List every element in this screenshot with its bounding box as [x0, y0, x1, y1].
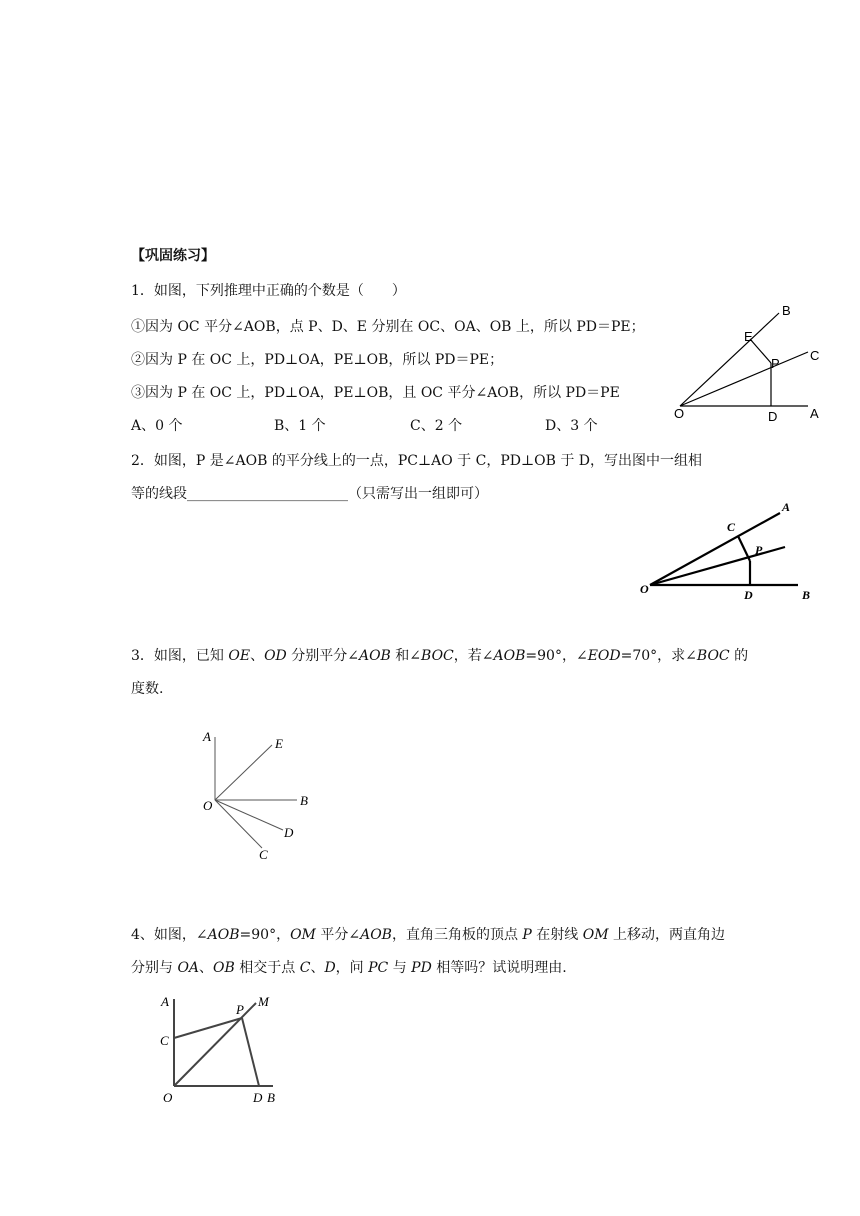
- q3-oe: OE: [228, 648, 251, 664]
- q2-line-2-prefix: 等的线段: [131, 486, 187, 502]
- q3-label-b: B: [300, 793, 308, 808]
- q4-l2d: 、: [310, 960, 325, 976]
- q3-t2: 分别平分∠: [286, 648, 359, 664]
- q4-label-m: M: [258, 994, 269, 1009]
- q4-line-2: [131, 958, 567, 978]
- q1-figure: [660, 295, 830, 430]
- q1-option-b: B、1 个: [274, 418, 326, 434]
- q3-aob: AOB: [358, 648, 391, 664]
- q1-statement-3: ③因为 P 在 OC 上，PD⊥OA，PE⊥OB，且 OC 平分∠AOB，所以 PD＝PE: [131, 385, 620, 401]
- q1-statement-1: ①因为 OC 平分∠AOB，点 P、D、E 分别在 OC、OA、OB 上，所以 PD＝PE；: [131, 319, 645, 335]
- q4-label-p: P: [236, 1002, 244, 1017]
- q1-statement-2: ②因为 P 在 OC 上，PD⊥OA，PE⊥OB，所以 PD＝PE；: [131, 352, 504, 368]
- q3-ray-oc: [215, 800, 262, 848]
- q4-l2c: 相交于点: [234, 960, 300, 976]
- q1-label-c: C: [810, 348, 820, 363]
- q2-line-2-suffix: （只需写出一组即可）: [348, 486, 488, 502]
- q3-aob-eq: AOB: [493, 648, 526, 664]
- q2-figure: [630, 495, 830, 605]
- q1-label-e: E: [744, 329, 753, 344]
- q1-ray-oc: [680, 352, 808, 406]
- q4-c: C: [299, 960, 311, 976]
- q4-l2a: 分别与: [131, 960, 178, 976]
- q4-om-2: OM: [582, 927, 609, 943]
- q4-label-d: D: [253, 1090, 263, 1105]
- q4-label-a: A: [161, 994, 169, 1009]
- q1-stem: 1．如图，下列推理中正确的个数是（ ）: [131, 283, 406, 299]
- q2-line-2: [131, 484, 488, 504]
- q4-label-o: O: [163, 1090, 173, 1105]
- q1-label-d: D: [768, 409, 778, 424]
- q4-d: D: [324, 960, 336, 976]
- q3-eod-eq: EOD: [587, 648, 621, 664]
- q3-label-d: D: [284, 825, 294, 840]
- q1-label-p: P: [771, 356, 780, 371]
- q4-aob: AOB: [207, 927, 240, 943]
- q4-oa: OA: [177, 960, 200, 976]
- q4-label-b: B: [267, 1090, 275, 1105]
- q4-figure: [150, 990, 290, 1110]
- q3-t5: =90°，∠: [525, 648, 588, 664]
- q3-line-2: 度数.: [131, 681, 164, 697]
- q3-t4: ，若∠: [453, 648, 494, 664]
- q2-segment-pc: [738, 536, 750, 561]
- q4-p: P: [522, 927, 532, 943]
- q2-line-1: 2．如图，P 是∠AOB 的平分线上的一点，PC⊥AO 于 C，PD⊥OB 于 D，写出图中一组相: [131, 453, 703, 469]
- q4-pc: PC: [368, 960, 389, 976]
- q4-t4: ，直角三角板的顶点: [391, 927, 523, 943]
- q1-option-c: C、2 个: [410, 418, 463, 434]
- q3-t3: 和∠: [390, 648, 422, 664]
- q3-label-a: A: [203, 729, 211, 744]
- q1-option-a: A、0 个: [131, 418, 183, 434]
- q4-om: OM: [290, 927, 316, 943]
- q3-sep: 、: [250, 648, 265, 664]
- q3-t7: 的: [729, 648, 749, 664]
- q3-boc-q: BOC: [696, 648, 730, 664]
- q1-label-o: O: [674, 406, 685, 421]
- q3-line-1: [131, 646, 748, 666]
- q4-line-1: [131, 925, 725, 945]
- q3-t6: =70°，求∠: [620, 648, 697, 664]
- q1-label-b: B: [782, 303, 791, 318]
- section-title: 【巩固练习】: [131, 248, 215, 264]
- q4-t2: =90°，: [239, 927, 291, 943]
- q3-boc: BOC: [421, 648, 454, 664]
- q3-ray-oe: [215, 745, 272, 800]
- q2-ray-bisector: [650, 547, 785, 585]
- q2-label-b: B: [802, 588, 811, 602]
- q4-pd: PD: [411, 960, 432, 976]
- q4-ob: OB: [213, 960, 235, 976]
- q4-t5: 在射线: [531, 927, 583, 943]
- q4-aob-2: AOB: [360, 927, 392, 943]
- q4-t6: 上移动，两直角边: [608, 927, 726, 943]
- q2-label-c: C: [727, 520, 736, 534]
- q3-ray-od: [215, 800, 283, 830]
- q2-label-o: O: [640, 582, 649, 596]
- q4-l2g: 相等吗？试说明理由.: [431, 960, 567, 976]
- q4-t1: 4、如图，∠: [131, 927, 208, 943]
- q3-od: OD: [264, 648, 287, 664]
- q2-label-d: D: [744, 588, 753, 602]
- q4-l2f: 与: [388, 960, 412, 976]
- q1-segment-pe: [750, 339, 771, 363]
- q1-label-a: A: [810, 406, 819, 421]
- q3-figure: [195, 725, 325, 870]
- q1-ray-ob: [680, 313, 779, 406]
- q4-label-c: C: [160, 1033, 169, 1048]
- q2-label-p: P: [755, 543, 763, 557]
- q2-label-a: A: [782, 500, 791, 514]
- q3-label-e: E: [275, 736, 283, 751]
- q4-t3: 平分∠: [315, 927, 361, 943]
- q2-answer-blank[interactable]: _______________________: [187, 486, 348, 502]
- q4-l2e: ，问: [335, 960, 369, 976]
- q4-l2b: 、: [199, 960, 214, 976]
- q4-segment-pd: [242, 1018, 259, 1086]
- q3-label-o: O: [203, 798, 213, 813]
- q1-option-d: D、3 个: [545, 418, 598, 434]
- q3-label-c: C: [259, 847, 268, 862]
- q3-t1: 3．如图，已知: [131, 648, 229, 664]
